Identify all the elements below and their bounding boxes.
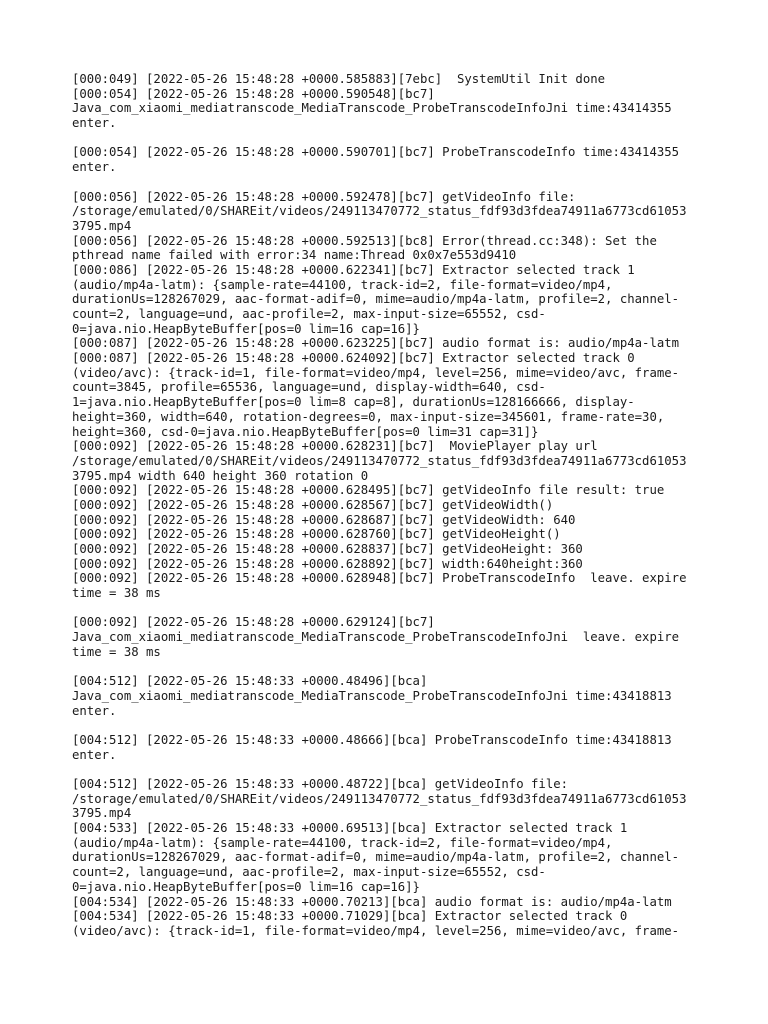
log-line: [000:092] [2022-05-26 15:48:28 +0000.628495][bc7] getVideoInfo file result: true (72, 483, 665, 498)
log-line: 3795.mp4 width 640 height 360 rotation 0 (72, 468, 369, 483)
log-line: /storage/emulated/0/SHAREit/videos/249113470772_status_fdf93d3fdea74911a6773cd61053 (72, 453, 687, 468)
log-line: (video/avc): {track-id=1, file-format=video/mp4, level=256, mime=video/avc, frame- (72, 923, 680, 938)
log-line: count=2, language=und, aac-profile=2, max-input-size=65552, csd- (72, 865, 546, 880)
log-line (72, 601, 712, 616)
log-line (72, 131, 712, 146)
log-line: count=3845, profile=65536, language=und, display-width=640, csd- (72, 380, 546, 395)
log-line: 0=java.nio.HeapByteBuffer[pos=0 lim=16 cap=16]} (72, 321, 420, 336)
log-line: [000:054] [2022-05-26 15:48:28 +0000.590548][bc7] (72, 86, 435, 101)
log-line: [004:512] [2022-05-26 15:48:33 +0000.48496][bca] (72, 674, 428, 689)
log-line: Java_com_xiaomi_mediatranscode_MediaTranscode_ProbeTranscodeInfoJni time:43414355 (72, 101, 672, 116)
log-line: [004:533] [2022-05-26 15:48:33 +0000.69513][bca] Extractor selected track 1 (72, 821, 628, 836)
log-line: /storage/emulated/0/SHAREit/videos/249113470772_status_fdf93d3fdea74911a6773cd61053 (72, 204, 687, 219)
log-line: enter. (72, 160, 117, 175)
log-line: Java_com_xiaomi_mediatranscode_MediaTranscode_ProbeTranscodeInfoJni leave. expire (72, 630, 680, 645)
log-line: count=2, language=und, aac-profile=2, max-input-size=65552, csd- (72, 307, 546, 321)
log-line: [000:092] [2022-05-26 15:48:28 +0000.629124][bc7] (72, 615, 435, 630)
log-line: [000:056] [2022-05-26 15:48:28 +0000.592513][bc8] Error(thread.cc:348): Set the (72, 233, 657, 248)
log-line: [000:092] [2022-05-26 15:48:28 +0000.628231][bc7] MoviePlayer play url (72, 439, 598, 454)
log-line: 0=java.nio.HeapByteBuffer[pos=0 lim=16 cap=16]} (72, 879, 420, 894)
log-line: [000:092] [2022-05-26 15:48:28 +0000.628567][bc7] getVideoWidth() (72, 497, 554, 512)
log-line (72, 175, 712, 190)
log-line: Java_com_xiaomi_mediatranscode_MediaTranscode_ProbeTranscodeInfoJni time:43418813 (72, 688, 672, 703)
log-line: (audio/mp4a-latm): {sample-rate=44100, track-id=2, file-format=video/mp4, (72, 835, 613, 850)
log-line: [000:087] [2022-05-26 15:48:28 +0000.623225][bc7] audio format is: audio/mp4a-latm (72, 336, 680, 351)
log-document (72, 72, 712, 939)
log-line: enter. (72, 747, 117, 762)
log-line: [000:087] [2022-05-26 15:48:28 +0000.624092][bc7] Extractor selected track 0 (72, 351, 635, 366)
log-line: durationUs=128267029, aac-format-adif=0, mime=audio/mp4a-latm, profile=2, channel- (72, 292, 680, 307)
log-line: 1=java.nio.HeapByteBuffer[pos=0 lim=8 cap=8], durationUs=128166666, display- (72, 395, 635, 410)
log-line: height=360, csd-0=java.nio.HeapByteBuffer[pos=0 lim=31 cap=31]} (72, 424, 539, 439)
log-line: 3795.mp4 (72, 806, 132, 821)
log-line: [004:512] [2022-05-26 15:48:33 +0000.48722][bca] getVideoInfo file: (72, 777, 569, 791)
log-line: 3795.mp4 (72, 218, 132, 233)
log-line: [000:092] [2022-05-26 15:48:28 +0000.628687][bc7] getVideoWidth: 640 (72, 512, 576, 527)
log-line (72, 718, 712, 733)
log-line: time = 38 ms (72, 644, 161, 659)
log-line: durationUs=128267029, aac-format-adif=0, mime=audio/mp4a-latm, profile=2, channel- (72, 850, 680, 865)
log-line: [004:534] [2022-05-26 15:48:33 +0000.71029][bca] Extractor selected track 0 (72, 909, 628, 924)
log-line (72, 660, 712, 675)
log-line: [000:092] [2022-05-26 15:48:28 +0000.628837][bc7] getVideoHeight: 360 (72, 542, 583, 556)
log-line: enter. (72, 703, 117, 718)
log-line: time = 38 ms (72, 586, 161, 601)
log-line: enter. (72, 116, 117, 131)
log-line: [000:049] [2022-05-26 15:48:28 +0000.585883][7ebc] SystemUtil Init done (72, 72, 606, 86)
log-line: [004:534] [2022-05-26 15:48:33 +0000.70213][bca] audio format is: audio/mp4a-latm (72, 894, 672, 909)
log-line: [000:092] [2022-05-26 15:48:28 +0000.628948][bc7] ProbeTranscodeInfo leave. expire (72, 571, 687, 586)
log-line: [000:086] [2022-05-26 15:48:28 +0000.622341][bc7] Extractor selected track 1 (72, 262, 635, 277)
log-line: [004:512] [2022-05-26 15:48:33 +0000.48666][bca] ProbeTranscodeInfo time:43418813 (72, 732, 672, 747)
log-line: [000:092] [2022-05-26 15:48:28 +0000.628892][bc7] width:640height:360 (72, 556, 583, 571)
log-line: height=360, width=640, rotation-degrees=0, max-input-size=345601, frame-rate=30, (72, 409, 665, 424)
log-line: [000:092] [2022-05-26 15:48:28 +0000.628760][bc7] getVideoHeight() (72, 527, 561, 542)
log-line: pthread name failed with error:34 name:Thread 0x0x7e553d9410 (72, 248, 517, 263)
log-line: (audio/mp4a-latm): {sample-rate=44100, track-id=2, file-format=video/mp4, (72, 277, 613, 292)
log-line: (video/avc): {track-id=1, file-format=video/mp4, level=256, mime=video/avc, frame- (72, 365, 680, 380)
log-line: [000:054] [2022-05-26 15:48:28 +0000.590701][bc7] ProbeTranscodeInfo time:43414355 (72, 145, 680, 160)
log-line: [000:056] [2022-05-26 15:48:28 +0000.592478][bc7] getVideoInfo file: (72, 189, 576, 204)
log-line (72, 762, 712, 777)
log-line: /storage/emulated/0/SHAREit/videos/249113470772_status_fdf93d3fdea74911a6773cd61053 (72, 791, 687, 806)
